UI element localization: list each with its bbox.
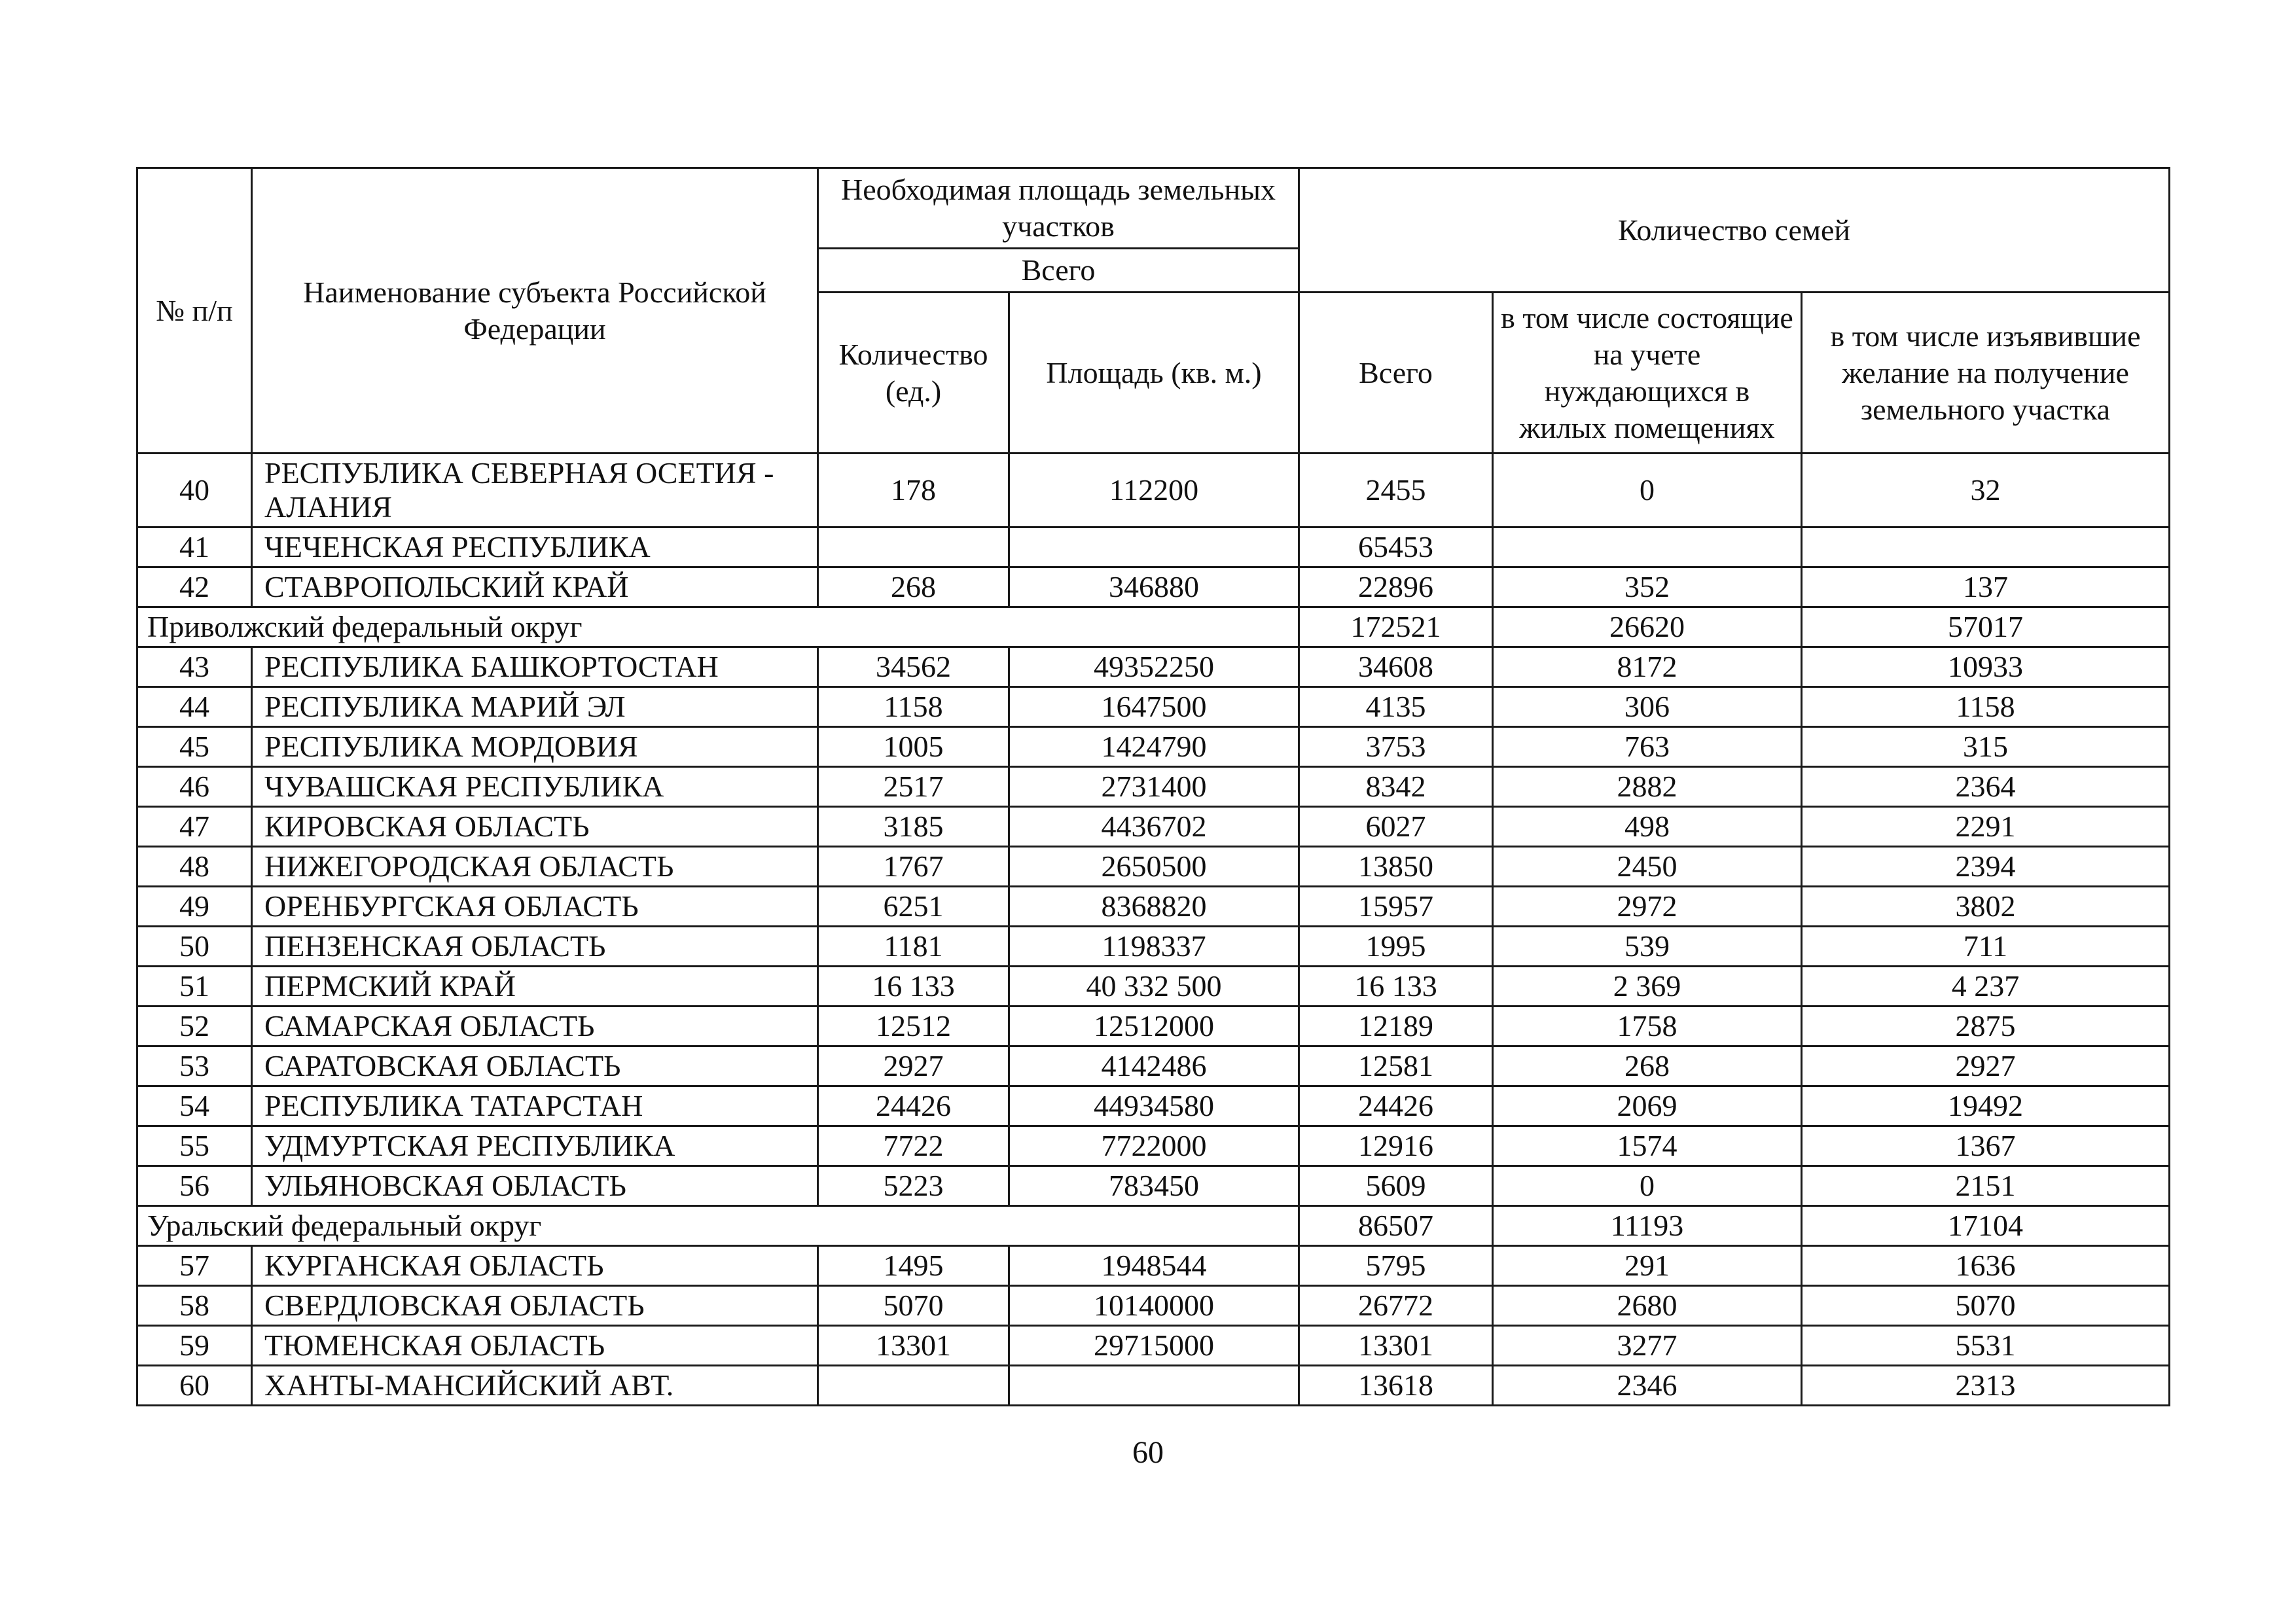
cell-subject-name: УЛЬЯНОВСКАЯ ОБЛАСТЬ (252, 1166, 818, 1206)
cell-area: 49352250 (1009, 647, 1299, 687)
table-row (137, 567, 2170, 607)
cell-num: 44 (137, 687, 252, 727)
cell-area: 12512000 (1009, 1007, 1299, 1046)
cell-count: 1005 (818, 727, 1009, 767)
cell-subject-name: САРАТОВСКАЯ ОБЛАСТЬ (252, 1046, 818, 1086)
table-row (137, 647, 2170, 687)
table-row (137, 687, 2170, 727)
cell-area: 1424790 (1009, 727, 1299, 767)
cell-num: 46 (137, 767, 252, 807)
cell-count: 178 (818, 454, 1009, 527)
cell-subject-name: РЕСПУБЛИКА МОРДОВИЯ (252, 727, 818, 767)
cell-subject-name: ЧУВАШСКАЯ РЕСПУБЛИКА (252, 767, 818, 807)
table-row (137, 1166, 2170, 1206)
cell-count (818, 527, 1009, 567)
cell-subject-name: КИРОВСКАЯ ОБЛАСТЬ (252, 807, 818, 847)
cell-families-total: 15957 (1299, 887, 1493, 927)
table-row (137, 1326, 2170, 1366)
cell-count: 1767 (818, 847, 1009, 887)
cell-count: 5223 (818, 1166, 1009, 1206)
header-area: Площадь (кв. м.) (1009, 293, 1299, 454)
district-row (137, 1206, 2170, 1246)
cell-num: 59 (137, 1326, 252, 1366)
cell-families-total: 12581 (1299, 1046, 1493, 1086)
table-row (137, 807, 2170, 847)
cell-families-wish: 3802 (1802, 887, 2170, 927)
cell-families-registered: 2680 (1493, 1286, 1802, 1326)
table-row (137, 1126, 2170, 1166)
cell-area: 29715000 (1009, 1326, 1299, 1366)
cell-families-total: 2455 (1299, 454, 1493, 527)
land-plots-table (136, 167, 2170, 1406)
cell-families-total: 26772 (1299, 1286, 1493, 1326)
cell-families-registered: 2450 (1493, 847, 1802, 887)
cell-families-total: 6027 (1299, 807, 1493, 847)
table-row (137, 1007, 2170, 1046)
cell-num: 42 (137, 567, 252, 607)
cell-families-wish: 1636 (1802, 1246, 2170, 1286)
cell-families-wish: 2151 (1802, 1166, 2170, 1206)
cell-families-registered: 352 (1493, 567, 1802, 607)
cell-families-total: 13301 (1299, 1326, 1493, 1366)
cell-num: 48 (137, 847, 252, 887)
cell-families-wish: 4 237 (1802, 967, 2170, 1007)
table-row (137, 767, 2170, 807)
cell-families-registered: 306 (1493, 687, 1802, 727)
cell-area: 346880 (1009, 567, 1299, 607)
table-body (137, 454, 2170, 1406)
cell-area: 2650500 (1009, 847, 1299, 887)
header-families-total: Всего (1299, 293, 1493, 454)
cell-count: 13301 (818, 1326, 1009, 1366)
cell-families-registered: 2882 (1493, 767, 1802, 807)
table-row (137, 967, 2170, 1007)
cell-families-registered (1493, 527, 1802, 567)
header-num: № п/п (137, 168, 252, 454)
cell-num: 40 (137, 454, 252, 527)
cell-subject-name: НИЖЕГОРОДСКАЯ ОБЛАСТЬ (252, 847, 818, 887)
cell-num: 55 (137, 1126, 252, 1166)
cell-families-total: 172521 (1299, 607, 1493, 647)
cell-families-registered: 268 (1493, 1046, 1802, 1086)
cell-families-wish: 2364 (1802, 767, 2170, 807)
header-area-total: Всего (818, 249, 1299, 293)
cell-area (1009, 527, 1299, 567)
cell-subject-name: ХАНТЫ-МАНСИЙСКИЙ АВТ. (252, 1366, 818, 1406)
cell-subject-name: РЕСПУБЛИКА СЕВЕРНАЯ ОСЕТИЯ - АЛАНИЯ (252, 454, 818, 527)
cell-families-total: 22896 (1299, 567, 1493, 607)
cell-area: 1948544 (1009, 1246, 1299, 1286)
cell-subject-name: РЕСПУБЛИКА МАРИЙ ЭЛ (252, 687, 818, 727)
cell-subject-name: ЧЕЧЕНСКАЯ РЕСПУБЛИКА (252, 527, 818, 567)
cell-num: 41 (137, 527, 252, 567)
table-row (137, 454, 2170, 527)
cell-families-wish: 315 (1802, 727, 2170, 767)
cell-num: 52 (137, 1007, 252, 1046)
cell-families-wish: 5070 (1802, 1286, 2170, 1326)
cell-families-registered: 2 369 (1493, 967, 1802, 1007)
cell-families-total: 12189 (1299, 1007, 1493, 1046)
cell-area (1009, 1366, 1299, 1406)
cell-num: 54 (137, 1086, 252, 1126)
cell-families-total: 13618 (1299, 1366, 1493, 1406)
cell-count: 12512 (818, 1007, 1009, 1046)
cell-families-registered: 2972 (1493, 887, 1802, 927)
cell-families-wish: 2394 (1802, 847, 2170, 887)
header-families-registered: в том числе состоящие на учете нуждающихся в жилых помещениях (1493, 293, 1802, 454)
cell-families-total: 5795 (1299, 1246, 1493, 1286)
table-row (137, 887, 2170, 927)
cell-num: 49 (137, 887, 252, 927)
cell-area: 40 332 500 (1009, 967, 1299, 1007)
cell-count: 24426 (818, 1086, 1009, 1126)
cell-families-registered: 3277 (1493, 1326, 1802, 1366)
cell-families-registered: 11193 (1493, 1206, 1802, 1246)
cell-num: 51 (137, 967, 252, 1007)
cell-subject-name: ОРЕНБУРГСКАЯ ОБЛАСТЬ (252, 887, 818, 927)
cell-subject-name: РЕСПУБЛИКА БАШКОРТОСТАН (252, 647, 818, 687)
header-families: Количество семей (1299, 168, 2170, 293)
cell-families-total: 12916 (1299, 1126, 1493, 1166)
cell-area: 1198337 (1009, 927, 1299, 967)
cell-count: 2517 (818, 767, 1009, 807)
header-count: Количество (ед.) (818, 293, 1009, 454)
cell-count: 1181 (818, 927, 1009, 967)
cell-count: 6251 (818, 887, 1009, 927)
cell-families-wish: 17104 (1802, 1206, 2170, 1246)
header-area-group: Необходимая площадь земельных участков (818, 168, 1299, 249)
cell-count: 16 133 (818, 967, 1009, 1007)
table-row (137, 1046, 2170, 1086)
cell-district-name: Приволжский федеральный округ (137, 607, 1299, 647)
cell-num: 47 (137, 807, 252, 847)
cell-count: 7722 (818, 1126, 1009, 1166)
cell-area: 112200 (1009, 454, 1299, 527)
cell-subject-name: САМАРСКАЯ ОБЛАСТЬ (252, 1007, 818, 1046)
cell-families-total: 34608 (1299, 647, 1493, 687)
cell-subject-name: УДМУРТСКАЯ РЕСПУБЛИКА (252, 1126, 818, 1166)
cell-families-registered: 539 (1493, 927, 1802, 967)
cell-families-total: 24426 (1299, 1086, 1493, 1126)
cell-families-registered: 2346 (1493, 1366, 1802, 1406)
table-row (137, 927, 2170, 967)
cell-families-total: 16 133 (1299, 967, 1493, 1007)
page-number: 60 (1132, 1435, 1164, 1470)
cell-families-total: 86507 (1299, 1206, 1493, 1246)
cell-families-wish: 57017 (1802, 607, 2170, 647)
cell-subject-name: ПЕНЗЕНСКАЯ ОБЛАСТЬ (252, 927, 818, 967)
cell-count: 3185 (818, 807, 1009, 847)
cell-families-wish: 1158 (1802, 687, 2170, 727)
cell-num: 53 (137, 1046, 252, 1086)
cell-families-wish: 10933 (1802, 647, 2170, 687)
cell-subject-name: СТАВРОПОЛЬСКИЙ КРАЙ (252, 567, 818, 607)
cell-families-wish: 2875 (1802, 1007, 2170, 1046)
cell-num: 45 (137, 727, 252, 767)
cell-area: 7722000 (1009, 1126, 1299, 1166)
cell-area: 8368820 (1009, 887, 1299, 927)
cell-families-wish: 2313 (1802, 1366, 2170, 1406)
cell-families-wish: 2291 (1802, 807, 2170, 847)
cell-subject-name: СВЕРДЛОВСКАЯ ОБЛАСТЬ (252, 1286, 818, 1326)
cell-subject-name: ПЕРМСКИЙ КРАЙ (252, 967, 818, 1007)
header-subject-name: Наименование субъекта Российской Федерации (252, 168, 818, 454)
cell-families-registered: 763 (1493, 727, 1802, 767)
cell-families-wish: 1367 (1802, 1126, 2170, 1166)
cell-families-total: 65453 (1299, 527, 1493, 567)
cell-count: 2927 (818, 1046, 1009, 1086)
cell-num: 58 (137, 1286, 252, 1326)
cell-count: 1495 (818, 1246, 1009, 1286)
table-row (137, 527, 2170, 567)
cell-num: 50 (137, 927, 252, 967)
cell-district-name: Уральский федеральный округ (137, 1206, 1299, 1246)
cell-subject-name: РЕСПУБЛИКА ТАТАРСТАН (252, 1086, 818, 1126)
cell-families-wish: 137 (1802, 567, 2170, 607)
cell-families-total: 4135 (1299, 687, 1493, 727)
cell-families-registered: 498 (1493, 807, 1802, 847)
table-row (137, 847, 2170, 887)
cell-families-registered: 2069 (1493, 1086, 1802, 1126)
cell-count (818, 1366, 1009, 1406)
cell-area: 2731400 (1009, 767, 1299, 807)
cell-area: 4436702 (1009, 807, 1299, 847)
cell-families-wish: 2927 (1802, 1046, 2170, 1086)
cell-num: 60 (137, 1366, 252, 1406)
cell-area: 1647500 (1009, 687, 1299, 727)
table-row (137, 1246, 2170, 1286)
cell-families-registered: 1574 (1493, 1126, 1802, 1166)
cell-count: 5070 (818, 1286, 1009, 1326)
table-row (137, 1086, 2170, 1126)
cell-families-total: 5609 (1299, 1166, 1493, 1206)
cell-area: 10140000 (1009, 1286, 1299, 1326)
cell-families-total: 8342 (1299, 767, 1493, 807)
cell-num: 56 (137, 1166, 252, 1206)
table-row (137, 1366, 2170, 1406)
district-row (137, 607, 2170, 647)
cell-families-wish (1802, 527, 2170, 567)
cell-subject-name: КУРГАНСКАЯ ОБЛАСТЬ (252, 1246, 818, 1286)
cell-count: 268 (818, 567, 1009, 607)
table-header (137, 168, 2170, 454)
cell-families-registered: 8172 (1493, 647, 1802, 687)
cell-families-registered: 0 (1493, 1166, 1802, 1206)
cell-area: 4142486 (1009, 1046, 1299, 1086)
cell-families-wish: 19492 (1802, 1086, 2170, 1126)
cell-families-registered: 1758 (1493, 1007, 1802, 1046)
table-row (137, 727, 2170, 767)
cell-subject-name: ТЮМЕНСКАЯ ОБЛАСТЬ (252, 1326, 818, 1366)
cell-count: 1158 (818, 687, 1009, 727)
table-row (137, 1286, 2170, 1326)
cell-families-registered: 291 (1493, 1246, 1802, 1286)
cell-families-wish: 32 (1802, 454, 2170, 527)
cell-families-total: 3753 (1299, 727, 1493, 767)
cell-families-total: 13850 (1299, 847, 1493, 887)
cell-families-wish: 5531 (1802, 1326, 2170, 1366)
cell-families-total: 1995 (1299, 927, 1493, 967)
header-families-wish: в том числе изъявившие желание на получение земельного участка (1802, 293, 2170, 454)
cell-count: 34562 (818, 647, 1009, 687)
cell-area: 44934580 (1009, 1086, 1299, 1126)
cell-num: 57 (137, 1246, 252, 1286)
cell-families-registered: 0 (1493, 454, 1802, 527)
cell-num: 43 (137, 647, 252, 687)
cell-families-wish: 711 (1802, 927, 2170, 967)
cell-families-registered: 26620 (1493, 607, 1802, 647)
cell-area: 783450 (1009, 1166, 1299, 1206)
